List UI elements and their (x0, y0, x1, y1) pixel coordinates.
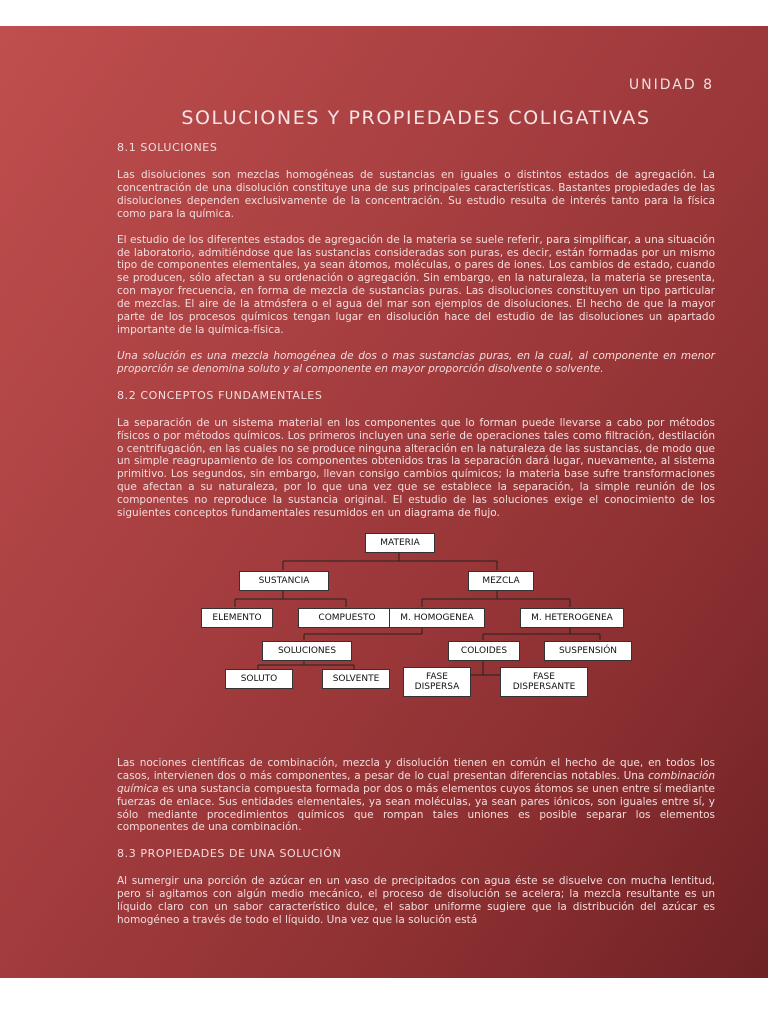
node-sustancia: SUSTANCIA (239, 571, 329, 591)
text-run: Las nociones científicas de combinación, mezcla y disolución tienen en común el hecho de que, en todos los casos, intervienen dos o más componentes, a pesar de lo cual presentan diferencias notables. Una (117, 756, 715, 782)
node-fase-dispersa: FASE DISPERSA (403, 667, 471, 697)
section-heading-conceptos: 8.2 CONCEPTOS FUNDAMENTALES (117, 388, 323, 402)
node-compuesto: COMPUESTO (298, 608, 396, 628)
flow-diagram (117, 533, 715, 743)
paragraph: Al sumergir una porción de azúcar en un vaso de precipitados con agua éste se disuelve con mucha lentitud, pero si agitamos con algún medio mecánico, el proceso de disolución se acelera; la mezcla resultante es un líquido claro con un sabor característico dulce, el sabor uniforme sugiere que la distribución del azúcar es homogéneo a través de todo el líquido. Una vez que la solución está (117, 875, 715, 927)
section-heading-propiedades: 8.3 PROPIEDADES DE UNA SOLUCIÓN (117, 847, 342, 861)
node-elemento: ELEMENTO (201, 608, 273, 628)
paragraph (117, 757, 715, 834)
node-soluto: SOLUTO (225, 669, 293, 689)
italic-term: combinación química (117, 769, 715, 795)
unit-label: UNIDAD 8 (628, 77, 714, 93)
node-soluciones: SOLUCIONES (262, 641, 352, 661)
node-m-heterogenea: M. HETEROGENEA (520, 608, 624, 628)
node-coloides: COLOIDES (448, 641, 520, 661)
node-mezcla: MEZCLA (468, 571, 534, 591)
definition-paragraph: Una solución es una mezcla homogénea de dos o mas sustancias puras, en la cual, al componente en menor proporción se denomina soluto y al componente en mayor proporción disolvente o solvente. (117, 349, 715, 375)
paragraph: El estudio de los diferentes estados de agregación de la materia se suele referir, para simplificar, a una situación de laboratorio, admitiéndose que las sustancias consideradas son puras, es decir, están formadas por un mismo tipo de componentes elementales, ya sean átomos, moléculas, o pares de iones. Los cambios de estado, cuando se producen, sólo afectan a su ordenación o agregación. Sin embargo, en la naturaleza, la materia se presenta, con mayor frecuencia, en forma de mezcla de sustancias puras. Las disoluciones constituyen un tipo particular de mezclas. El aire de la atmósfera o el agua del mar son ejemplos de disoluciones. El hecho de que la mayor parte de los procesos químicos tengan lugar en disolución hace del estudio de las disoluciones un apartado importante de la química-física. (117, 233, 715, 336)
node-m-homogenea: M. HOMOGENEA (389, 608, 485, 628)
paragraph: Las disoluciones son mezclas homogéneas de sustancias en iguales o distintos estados de agregación. La concentración de una disolución constituye una de sus principales características. Bastantes propiedades de las disoluciones dependen exclusivamente de la concentración. Su estudio resulta de interés tanto para la física como para la química. (117, 169, 715, 220)
document-body (117, 141, 715, 940)
document-title: SOLUCIONES Y PROPIEDADES COLIGATIVAS (181, 107, 651, 129)
diagram-connectors (117, 533, 715, 743)
document-page (0, 26, 768, 978)
node-solvente: SOLVENTE (322, 669, 390, 689)
node-suspension: SUSPENSIÓN (544, 641, 632, 661)
section-heading-soluciones: 8.1 SOLUCIONES (117, 141, 218, 154)
text-run: es una sustancia compuesta formada por dos o más elementos cuyos átomos se unen entre sí mediante fuerzas de enlace. Sus entidades elementales, ya sean moléculas, ya sean pares iónicos, son iguales entre sí, y sólo mediante procedimientos químicos que rompan tales uniones es posible separar los elementos componentes de una combinación. (117, 782, 715, 834)
node-fase-dispersante: FASE DISPERSANTE (500, 667, 588, 697)
paragraph: La separación de un sistema material en los componentes que lo forman puede llevarse a cabo por métodos físicos o por métodos químicos. Los primeros incluyen una serie de operaciones tales como filtración, destilación o centrifugación, en las cuales no se produce ninguna alteración en la naturaleza de las sustancias, de modo que un simple reagrupamiento de los componentes obtenidos tras la separación dará lugar, nuevamente, al sistema primitivo. Los segundos, sin embargo, llevan consigo cambios químicos; la materia base sufre transformaciones que afectan a su naturaleza, por lo que una vez que se establece la separación, la simple reunión de los componentes no reproduce la sustancia original. El estudio de las soluciones exige el conocimiento de los siguientes conceptos fundamentales resumidos en un diagrama de flujo. (117, 416, 715, 520)
node-materia: MATERIA (365, 533, 435, 553)
